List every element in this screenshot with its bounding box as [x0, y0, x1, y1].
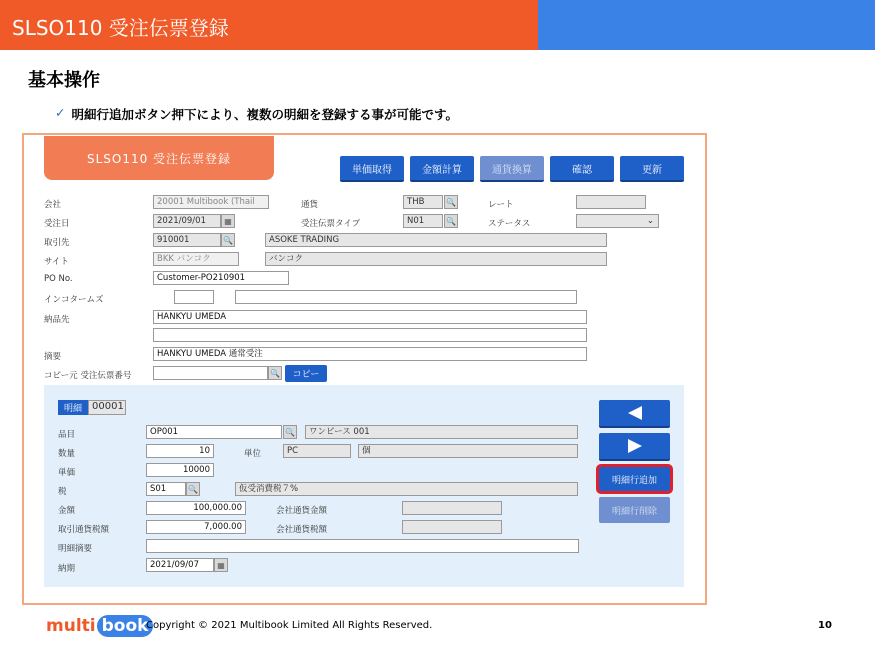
- add-line-button[interactable]: 明細行追加: [599, 466, 670, 492]
- memo-label: 明細摘要: [58, 544, 93, 554]
- amount-label: 金額: [58, 506, 76, 516]
- add-line-highlight: [596, 464, 673, 494]
- company-label: 会社: [44, 200, 62, 210]
- site-select[interactable]: BKK バンコク: [153, 252, 239, 266]
- page-number: 10: [818, 620, 832, 631]
- status-select[interactable]: ⌄: [576, 214, 659, 228]
- delete-line-button[interactable]: 明細行削除: [599, 497, 670, 523]
- due-calendar-icon[interactable]: ▦: [214, 558, 228, 572]
- detail-tag: 明細: [58, 400, 88, 415]
- customer-search-icon[interactable]: 🔍: [221, 233, 235, 247]
- tax-name-field: 仮受消費税７%: [235, 482, 578, 496]
- copy-source-search-icon[interactable]: 🔍: [268, 366, 282, 380]
- incoterms-text-field[interactable]: [235, 290, 577, 304]
- summary-field[interactable]: HANKYU UMEDA 通常受注: [153, 347, 587, 361]
- company-tax-label: 会社通貨税額: [276, 525, 328, 535]
- slip-type-field[interactable]: N01: [403, 214, 443, 228]
- header-title: SLSO110 受注伝票登録: [12, 16, 229, 40]
- slip-type-label: 受注伝票タイプ: [301, 219, 361, 229]
- rate-label: レート: [488, 200, 514, 210]
- triangle-left-icon: [627, 406, 643, 420]
- multibook-logo: multi book: [46, 612, 153, 640]
- unit-price-button[interactable]: 単価取得: [340, 156, 404, 182]
- update-button[interactable]: 更新: [620, 156, 684, 182]
- customer-code-field[interactable]: 910001: [153, 233, 221, 247]
- company-amount-field: [402, 501, 502, 515]
- price-label: 単価: [58, 468, 76, 478]
- currency-field[interactable]: THB: [403, 195, 443, 209]
- triangle-right-icon: [627, 439, 643, 453]
- bullet-point: [55, 105, 458, 123]
- unit-code-field[interactable]: PC: [283, 444, 351, 458]
- calendar-icon[interactable]: ▦: [221, 214, 235, 228]
- summary-label: 摘要: [44, 352, 62, 362]
- po-field[interactable]: Customer-PO210901: [153, 271, 289, 285]
- incoterms-code-field[interactable]: [174, 290, 214, 304]
- qty-label: 数量: [58, 449, 76, 459]
- customer-label: 取引先: [44, 238, 70, 248]
- bullet-text: 明細行追加ボタン押下により、複数の明細を登録する事が可能です。: [71, 107, 458, 122]
- customer-name-field: ASOKE TRADING: [265, 233, 607, 247]
- memo-field[interactable]: [146, 539, 579, 553]
- rate-field[interactable]: [576, 195, 646, 209]
- company-tax-field: [402, 520, 502, 534]
- section-title: 基本操作: [28, 70, 100, 91]
- copy-source-label: コピー元 受注伝票番号: [44, 371, 132, 381]
- header-accent: [538, 0, 875, 50]
- company-amount-label: 会社通貨金額: [276, 506, 328, 516]
- confirm-button[interactable]: 確認: [550, 156, 614, 182]
- due-label: 納期: [58, 564, 76, 574]
- incoterms-label: インコタームズ: [44, 295, 104, 305]
- next-line-button[interactable]: [599, 433, 670, 461]
- prev-line-button[interactable]: [599, 400, 670, 428]
- copy-source-field[interactable]: [153, 366, 268, 380]
- currency-search-icon[interactable]: 🔍: [444, 195, 458, 209]
- unit-name-field: 個: [358, 444, 578, 458]
- status-label: ステータス: [488, 219, 531, 229]
- item-name-field: ワンピース 001: [305, 425, 578, 439]
- order-date-label: 受注日: [44, 219, 70, 229]
- tax-label: 税: [58, 487, 67, 497]
- site-label: サイト: [44, 257, 69, 267]
- item-label: 品目: [58, 430, 76, 440]
- company-select[interactable]: 20001 Multibook (Thail: [153, 195, 269, 209]
- currency-convert-button[interactable]: 通貨換算: [480, 156, 544, 182]
- site-name-field: バンコク: [265, 252, 607, 266]
- amount-calc-button[interactable]: 金額計算: [410, 156, 474, 182]
- unit-label: 単位: [244, 449, 262, 459]
- item-code-field[interactable]: OP001: [146, 425, 282, 439]
- po-label: PO No.: [44, 274, 73, 284]
- line-number-field: 00001: [88, 400, 126, 415]
- delivery-field-2[interactable]: [153, 328, 587, 342]
- tax-amount-field[interactable]: 7,000.00: [146, 520, 246, 534]
- qty-field[interactable]: 10: [146, 444, 214, 458]
- form-title: SLSO110 受注伝票登録: [44, 136, 274, 180]
- delivery-field[interactable]: HANKYU UMEDA: [153, 310, 587, 324]
- copy-button[interactable]: コピー: [285, 365, 327, 382]
- tax-code-field[interactable]: S01: [146, 482, 186, 496]
- delivery-label: 納品先: [44, 315, 70, 325]
- price-field[interactable]: 10000: [146, 463, 214, 477]
- order-date-field[interactable]: 2021/09/01: [153, 214, 221, 228]
- copyright-text: Copyright © 2021 Multibook Limited All Rights Reserved.: [146, 620, 433, 631]
- slip-type-search-icon[interactable]: 🔍: [444, 214, 458, 228]
- checkmark-icon: ✓: [55, 105, 66, 120]
- tax-search-icon[interactable]: 🔍: [186, 482, 200, 496]
- amount-field[interactable]: 100,000.00: [146, 501, 246, 515]
- currency-label: 通貨: [301, 200, 319, 210]
- tax-amount-label: 取引通貨税額: [58, 525, 110, 535]
- due-date-field[interactable]: 2021/09/07: [146, 558, 214, 572]
- item-search-icon[interactable]: 🔍: [283, 425, 297, 439]
